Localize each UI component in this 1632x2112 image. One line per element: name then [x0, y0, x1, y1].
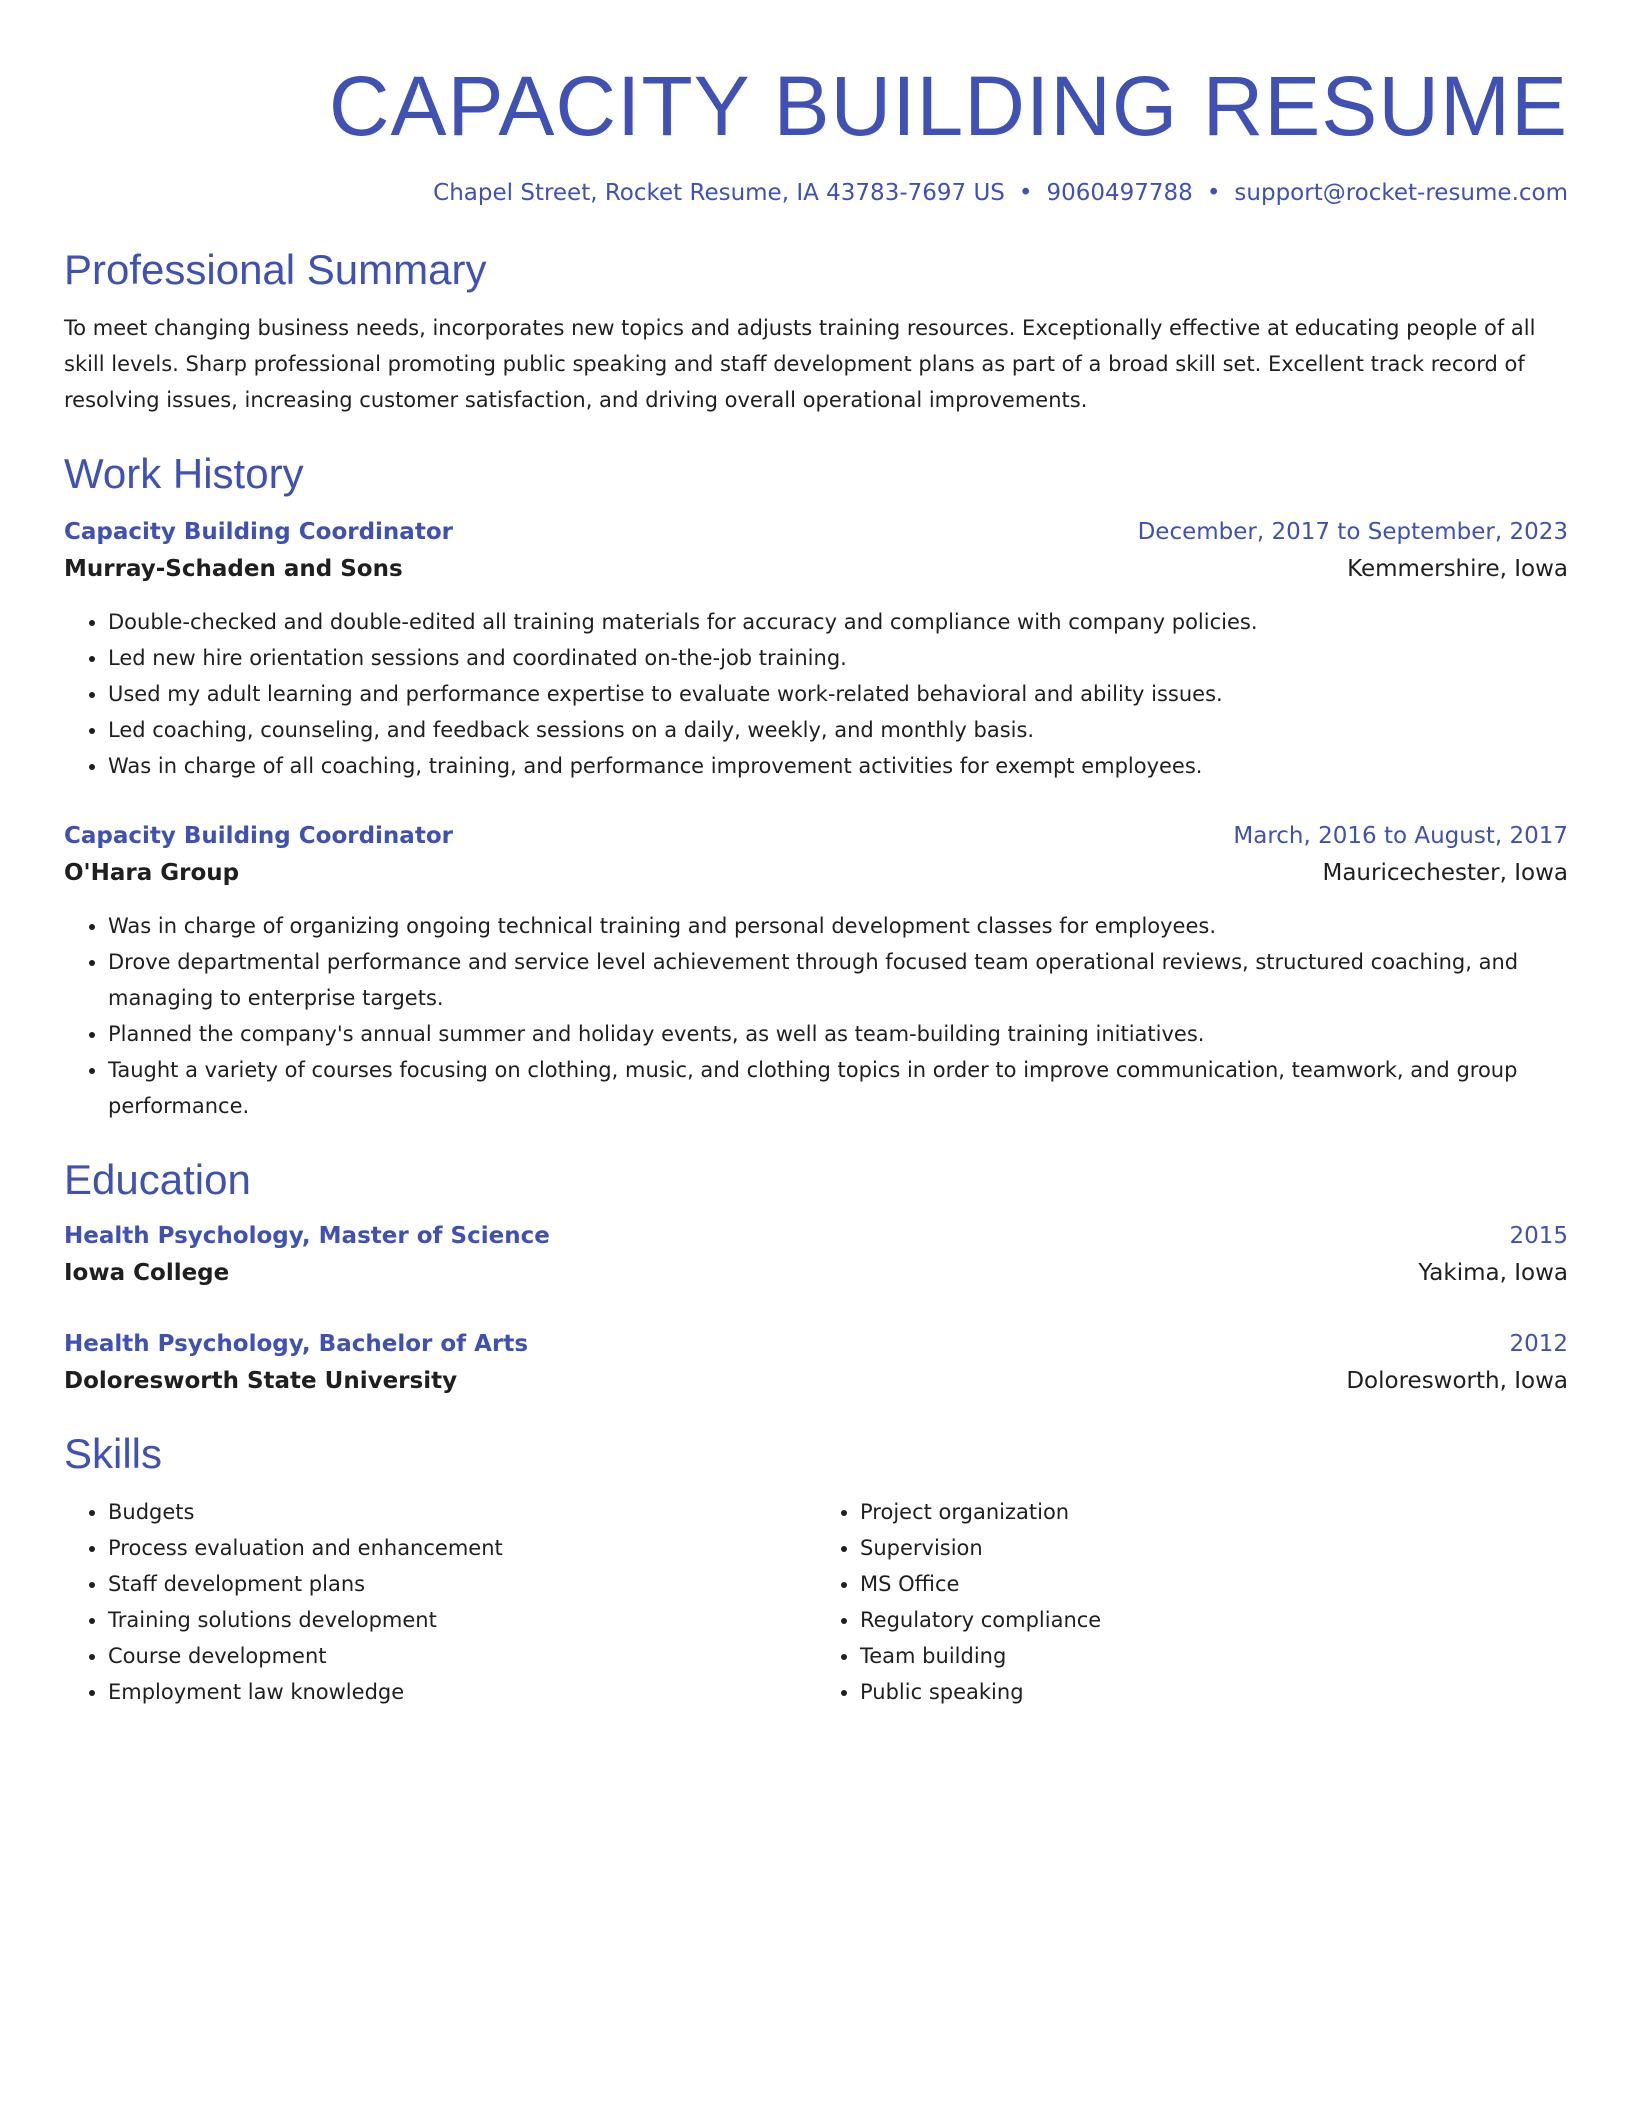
- education-school: Doloresworth State University: [64, 1368, 458, 1394]
- skill-item: • Budgets: [108, 1494, 816, 1530]
- job-company-row: [64, 854, 1568, 892]
- job-title: Capacity Building Coordinator: [64, 823, 453, 849]
- job-bullet: • Double-checked and double-edited all training materials for accuracy and compliance with company policies.: [108, 604, 1568, 640]
- education-location: Doloresworth, Iowa: [1346, 1368, 1568, 1394]
- job-bullets: [64, 908, 1568, 1124]
- contact-email: support@rocket-resume.com: [1234, 180, 1568, 206]
- skill-item: • Employment law knowledge: [108, 1674, 816, 1710]
- education-header-row: [64, 1218, 1568, 1254]
- education-degree: Health Psychology, Master of Science: [64, 1223, 550, 1249]
- job-dates: December, 2017 to September, 2023: [1137, 519, 1568, 545]
- skill-item: • Project organization: [860, 1494, 1568, 1530]
- education-heading: Education: [64, 1156, 251, 1203]
- job-bullet: • Drove departmental performance and service level achievement through focused team operational reviews, structured coaching, and managing to enterprise targets.: [108, 944, 1568, 1016]
- contact-address: Chapel Street, Rocket Resume, IA 43783-7697 US: [433, 180, 1005, 206]
- contact-separator: •: [1206, 180, 1221, 206]
- education-year: 2015: [1509, 1223, 1568, 1249]
- skill-item: • Supervision: [860, 1530, 1568, 1566]
- job-bullet: • Used my adult learning and performance expertise to evaluate work-related behavioral and ability issues.: [108, 676, 1568, 712]
- skills-heading: Skills: [64, 1430, 163, 1477]
- education-school-row: [64, 1362, 1568, 1400]
- resume-header: [64, 56, 1568, 210]
- contact-separator: •: [1018, 180, 1033, 206]
- skill-item: • Training solutions development: [108, 1602, 816, 1638]
- job-company: O'Hara Group: [64, 860, 240, 886]
- job-bullet: • Was in charge of all coaching, training, and performance improvement activities for exempt employees.: [108, 748, 1568, 784]
- education-school: Iowa College: [64, 1260, 230, 1286]
- job-bullet: • Led coaching, counseling, and feedback sessions on a daily, weekly, and monthly basis.: [108, 712, 1568, 748]
- skill-item: • Team building: [860, 1638, 1568, 1674]
- skill-item: • Staff development plans: [108, 1566, 816, 1602]
- job-title: Capacity Building Coordinator: [64, 519, 453, 545]
- skills-list-right: [816, 1494, 1568, 1710]
- education-school-row: [64, 1254, 1568, 1292]
- skills-list-left: [64, 1494, 816, 1710]
- summary-text: To meet changing business needs, incorporates new topics and adjusts training resources. Exceptionally effective at educating people of all skill levels. Sharp professional promoting public speaking and staff development plans as part of a broad skill set. Excellent track record of resolving issues, increasing customer satisfaction, and driving overall operational improvements.: [64, 316, 1536, 412]
- education-entry: [64, 1326, 1568, 1400]
- job-bullets: [64, 604, 1568, 784]
- job-location: Kemmershire, Iowa: [1347, 556, 1568, 582]
- job-entry: [64, 818, 1568, 1124]
- summary-heading: Professional Summary: [64, 246, 487, 293]
- skill-item: • Regulatory compliance: [860, 1602, 1568, 1638]
- education-degree: Health Psychology, Bachelor of Arts: [64, 1331, 529, 1357]
- contact-line: [64, 176, 1568, 210]
- job-header-row: [64, 514, 1568, 550]
- skill-item: • MS Office: [860, 1566, 1568, 1602]
- skill-item: • Course development: [108, 1638, 816, 1674]
- job-bullet: • Taught a variety of courses focusing on clothing, music, and clothing topics in order to improve communication, teamwork, and group performance.: [108, 1052, 1568, 1124]
- work-history-heading: Work History: [64, 450, 304, 497]
- job-bullet: • Was in charge of organizing ongoing technical training and personal development classes for employees.: [108, 908, 1568, 944]
- job-location: Mauricechester, Iowa: [1322, 860, 1568, 886]
- job-dates: March, 2016 to August, 2017: [1233, 823, 1568, 849]
- skills-columns: [64, 1494, 1568, 1710]
- job-company: Murray-Schaden and Sons: [64, 556, 403, 582]
- job-company-row: [64, 550, 1568, 588]
- skill-item: • Public speaking: [860, 1674, 1568, 1710]
- education-location: Yakima, Iowa: [1418, 1260, 1568, 1286]
- education-header-row: [64, 1326, 1568, 1362]
- job-header-row: [64, 818, 1568, 854]
- education-entry: [64, 1218, 1568, 1292]
- education-year: 2012: [1509, 1331, 1568, 1357]
- skill-item: • Process evaluation and enhancement: [108, 1530, 816, 1566]
- job-entry: [64, 514, 1568, 784]
- job-bullet: • Led new hire orientation sessions and coordinated on-the-job training.: [108, 640, 1568, 676]
- resume-name: CAPACITY BUILDING RESUME: [328, 59, 1568, 153]
- contact-phone: 9060497788: [1046, 180, 1193, 206]
- job-bullet: • Planned the company's annual summer and holiday events, as well as team-building training initiatives.: [108, 1016, 1568, 1052]
